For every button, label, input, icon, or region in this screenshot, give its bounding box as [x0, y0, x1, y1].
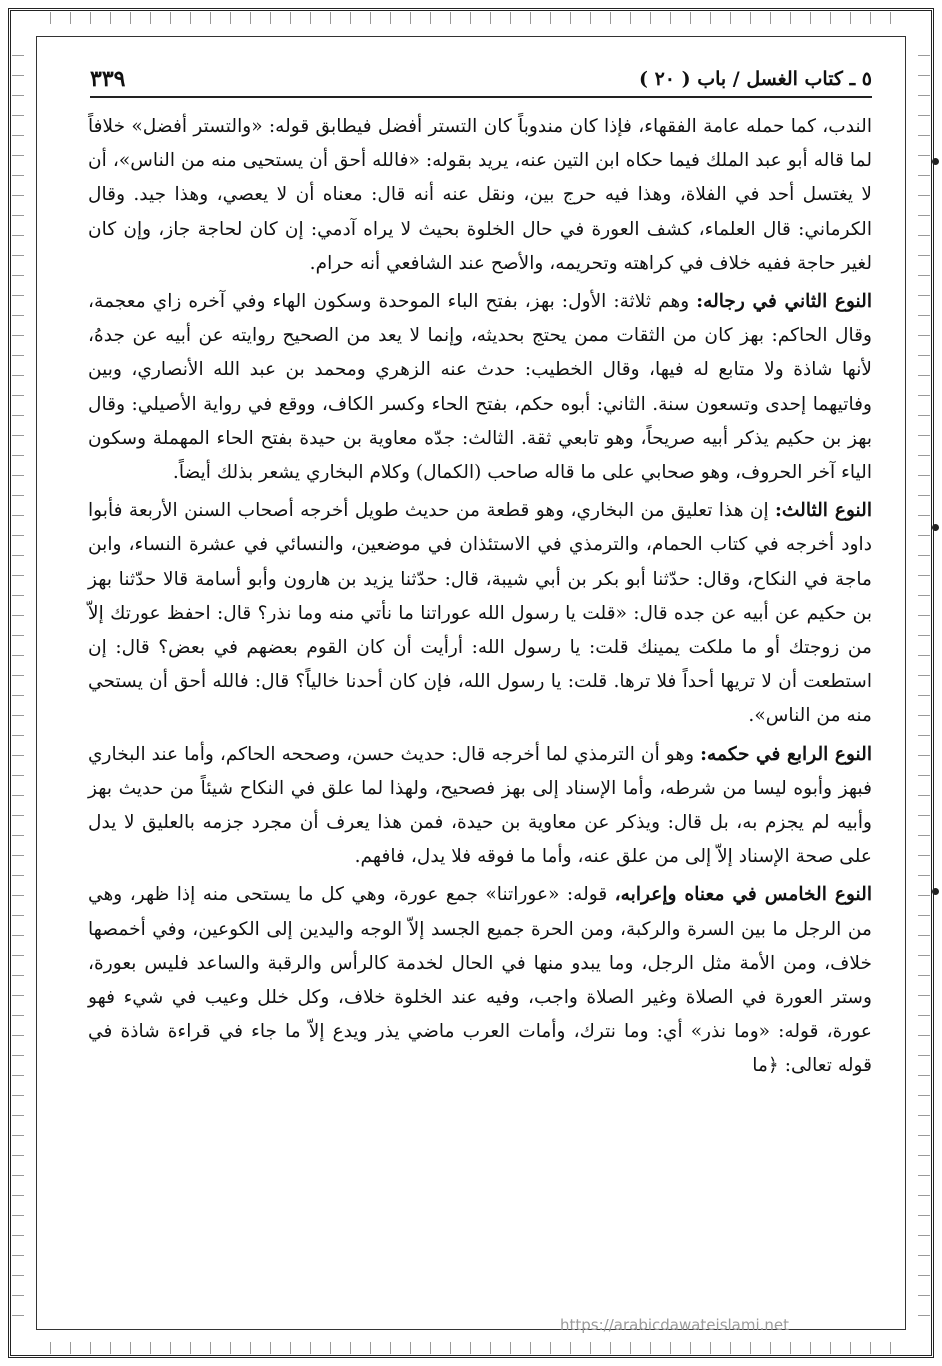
margin-dot [932, 158, 939, 165]
paragraph-heading: النوع الثالث: [775, 500, 873, 522]
paragraph-2 [88, 285, 872, 490]
paragraph-text: الندب، كما حمله عامة الفقهاء، فإذا كان مندوباً كان التستر أفضل فيطابق قوله: «والتستر أفضل» خلافاً لما قاله أبو عبد الملك فيما حكاه ابن التين عنه، يريد بقوله: «فالله أحق أن يستحيى منه من الناس»، أن لا يغتسل أحد في الفلاة، وهذا فيه حرج بين، ونقل عنه أنه قال: معناه أن لا يعصي، وهذا جيد. وقال الكرماني: قال العلماء، كشف العورة في حال الخلوة بحيث لا يراه آدمي: إن كان لحاجة جاز، وإن كان لغير حاجة ففيه خلاف في كراهته وتحريمه، والأصح عند الشافعي أنه حرام. [88, 116, 872, 274]
paragraph-heading: النوع الخامس في معناه وإعرابه، [614, 884, 872, 906]
ornamental-border-left [12, 40, 24, 1326]
watermark-url: https://arabicdawateislami.net [560, 1316, 790, 1334]
paragraph-heading: النوع الثاني في رجاله: [696, 291, 872, 313]
running-title: ٥ ـ كتاب الغسل / باب ( ٢٠ ) [638, 68, 872, 90]
paragraph-5 [88, 878, 872, 1083]
paragraph-text: وهو أن الترمذي لما أخرجه قال: حديث حسن، وصححه الحاكم، وأما عند البخاري فبهز وأبوه ليسا من شرطه، وأما الإسناد إلى بهز فصحيح، ولهذا لما علق في النكاح شيئاً من حديث بهز وأبيه لم يجزم به، بل قال: ويذكر عن معاوية بن حيدة، فمن هذا يعرف أن مجرد جزمه بالعليق لا يدل على صحة الإسناد إلاّ إلى من علق عنه، وأما ما فوقه فلا يدل، فافهم. [88, 743, 872, 868]
paragraph-text: وهم ثلاثة: الأول: بهز، بفتح الباء الموحدة وسكون الهاء وفي آخره زاي معجمة، وقال الحاكم: بهز كان من الثقات ممن يحتج بحديثه، وإنما لا يعد من الصحيح روايته عن أبيه عن جدهُ، لأنها شاذة ولا متابع له فيها، وقال الخطيب: حدث عنه الزهري ومحمد بن عبد الله الأنصاري، وبين وفاتيهما إحدى وتسعون سنة. الثاني: أبوه حكم، بفتح الحاء وكسر الكاف، ووقع في رواية الأصيلي: وقال بهز بن حكيم يذكر أبيه صريحاً، وهو تابعي ثقة. الثالث: جدّه معاوية بن حيدة بفتح الحاء المهملة وسكون الياء آخر الحروف، وهو صحابي على ما قاله صاحب (الكمال) وكلام البخاري يشعر بذلك أيضاً. [88, 291, 872, 484]
page-header [90, 62, 872, 98]
paragraph-1 [88, 110, 872, 281]
paragraph-3 [88, 494, 872, 733]
paragraph-heading: النوع الرابع في حكمه: [700, 743, 872, 765]
ornamental-border-right [918, 40, 930, 1326]
ornamental-border-top [40, 12, 902, 24]
page-body [88, 110, 872, 1088]
margin-dot [932, 888, 939, 895]
ornamental-border-bottom [40, 1342, 902, 1354]
paragraph-4 [88, 738, 872, 875]
page-number: ٣٣٩ [90, 66, 126, 92]
margin-dot [932, 524, 939, 531]
paragraph-text: قوله: «عوراتنا» جمع عورة، وهي كل ما يستحى منه إذا ظهر، وهي من الرجل ما بين السرة والركبة، ومن الحرة جميع الجسد إلاّ الوجه واليدين إلى الكوعين، وفي أخمصها خلاف، ومن الأمة مثل الرجل، وما يبدو منها في الحال لخدمة كالرأس والرقبة والساعد فليس بعورة، وستر العورة في الصلاة وغير الصلاة واجب، وفيه عند الخلوة خلاف، وكل خلل وعيب في شيء فهو عورة، قوله: «وما نذر» أي: وما نترك، وأمات العرب ماضي يذر ويدع إلاّ ما جاء في قراءة شاذة في قوله تعالى: ﴿ما [88, 884, 872, 1077]
paragraph-text: إن هذا تعليق من البخاري، وهو قطعة من حديث طويل أخرجه أصحاب السنن الأربعة فأبوا داود أخرجه في كتاب الحمام، والترمذي في الاستئذان في موضعين، والنسائي في عشرة النساء، وابن ماجة في النكاح، وقال: حدّثنا أبو بكر بن أبي شيبة، قال: حدّثنا يزيد بن هارون وأبو أسامة قالا حدّثنا بهز بن حكيم عن أبيه عن جده قال: «قلت يا رسول الله عوراتنا ما نأتي منه وما نذر؟ قال: احفظ عورتك إلاّ من زوجتك أو ما ملكت يمينك قلت: يا رسول الله: أرأيت أن كان القوم بعضهم في بعض؟ قال: إن استطعت أن لا تريها أحداً فلا ترها. قلت: يا رسول الله، فإن كان أحدنا خالياً؟ قال: فالله أحق أن يستحي منه من الناس». [88, 500, 872, 727]
